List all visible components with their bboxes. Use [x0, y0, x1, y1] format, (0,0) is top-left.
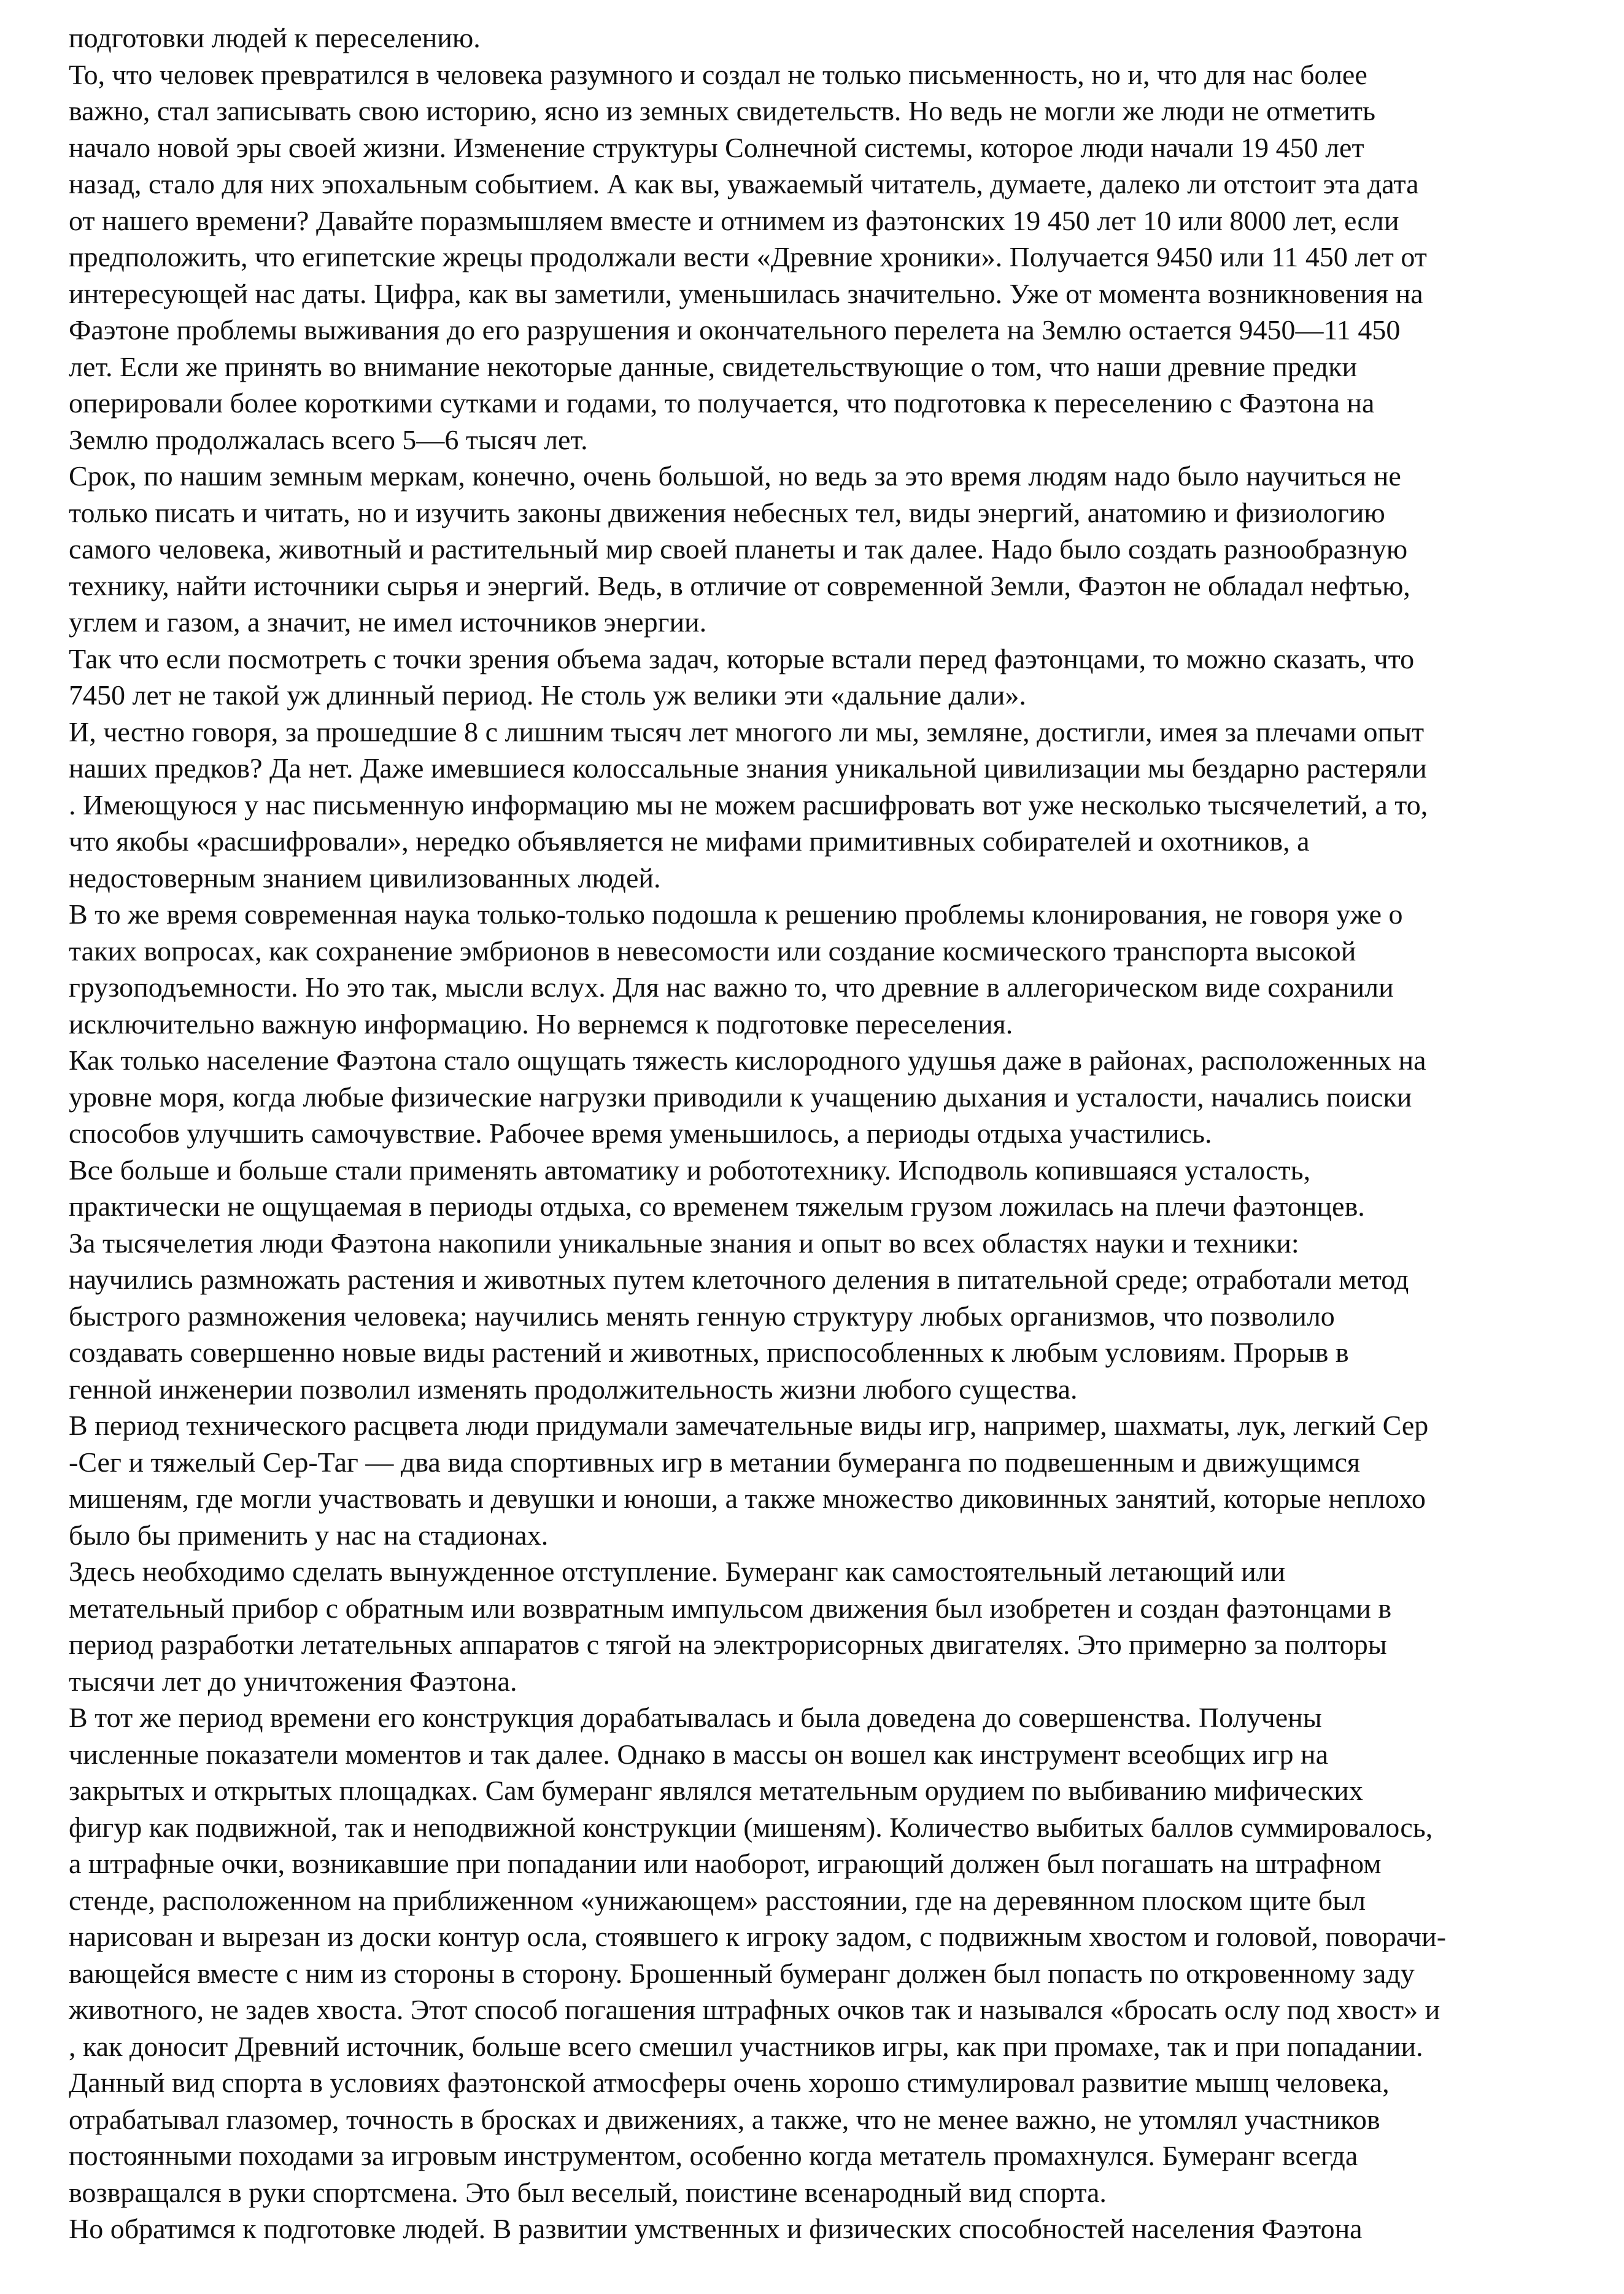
paragraph — [69, 641, 1591, 714]
text-line: научились размножать растения и животных путем клеточного деления в питательной среде; отработали метод — [69, 1264, 1409, 1295]
text-line: важно, стал записывать свою историю, ясно из земных свидетельств. Но ведь не могли же люди не отметить — [69, 95, 1375, 126]
text-line: самого человека, животный и растительный мир своей планеты и так далее. Надо было создать разнообразную — [69, 533, 1408, 565]
paragraph — [69, 1152, 1591, 1225]
paragraph — [69, 896, 1591, 1042]
text-line: тысячи лет до уничтожения Фаэтона. — [69, 1665, 517, 1697]
text-line: наших предков? Да нет. Даже имевшиеся колоссальные знания уникальной цивилизации мы бездарно растеряли — [69, 752, 1427, 784]
text-line: углем и газом, а значит, не имел источников энергии. — [69, 606, 707, 638]
text-line: вающейся вместе с ним из стороны в сторону. Брошенный бумеранг должен был попасть по откровенному заду — [69, 1957, 1415, 1989]
text-line: генной инженерии позволил изменять продолжительность жизни любого существа. — [69, 1373, 1078, 1405]
text-line: возвращался в руки спортсмена. Это был веселый, поистине всенародный вид спорта. — [69, 2176, 1107, 2208]
text-line: период разработки летательных аппаратов с тягой на электрорисорных двигателях. Это примерно за полторы — [69, 1629, 1387, 1660]
text-line: технику, найти источники сырья и энергий. Ведь, в отличие от современной Земли, Фаэтон не обладал нефтью, — [69, 570, 1410, 601]
text-line: Данный вид спорта в условиях фаэтонской атмосферы очень хорошо стимулировал развитие мышц человека, — [69, 2067, 1390, 2098]
text-line: -Сег и тяжелый Сер-Таг — два вида спортивных игр в метании бумеранга по подвешенным и движущимся — [69, 1446, 1361, 1478]
text-line: недостоверным знанием цивилизованных людей. — [69, 862, 661, 894]
text-line: Так что если посмотреть с точки зрения объема задач, которые встали перед фаэтонцами, то можно сказать, что — [69, 643, 1415, 674]
paragraph — [69, 1553, 1591, 1699]
text-line: Но обратимся к подготовке людей. В развитии умственных и физических способностей населения Фаэтона — [69, 2213, 1363, 2244]
text-line: грузоподъемности. Но это так, мысли вслух. Для нас важно то, что древние в аллегорическом виде сохранили — [69, 971, 1394, 1003]
text-line: метательный прибор с обратным или возвратным импульсом движения был изобретен и создан фаэтонцами в — [69, 1592, 1392, 1624]
text-line: только писать и читать, но и изучить законы движения небесных тел, виды энергий, анатомию и физиологию — [69, 496, 1385, 528]
text-line: что якобы «расшифровали», нередко объявляется не мифами примитивных собирателей и охотников, а — [69, 825, 1310, 857]
text-line: Все больше и больше стали применять автоматику и робототехнику. Исподволь копившаяся усталость, — [69, 1154, 1311, 1186]
text-line: В тот же период времени его конструкция дорабатывалась и была доведена до совершенства. Получены — [69, 1702, 1322, 1733]
text-line: численные показатели моментов и так далее. Однако в массы он вошел как инструмент всеобщих игр на — [69, 1738, 1329, 1770]
text-line: исключительно важную информацию. Но вернемся к подготовке переселения. — [69, 1008, 1013, 1040]
text-line: начало новой эры своей жизни. Изменение структуры Солнечной системы, которое люди начали 19 450 лет — [69, 131, 1364, 163]
text-line: Как только население Фаэтона стало ощущать тяжесть кислородного удушья даже в районах, расположенных на — [69, 1045, 1426, 1076]
paragraph — [69, 1407, 1591, 1553]
text-line: лет. Если же принять во внимание некоторые данные, свидетельствующие о том, что наши древние предки — [69, 350, 1358, 382]
text-line: способов улучшить самочувствие. Рабочее время уменьшилось, а периоды отдыха участились. — [69, 1118, 1212, 1149]
text-line: нарисован и вырезан из доски контур осла, стоявшего к игроку задом, с подвижным хвостом и головой, поворачи- — [69, 1921, 1447, 1952]
text-line: закрытых и открытых площадках. Сам бумеранг являлся метательным орудием по выбиванию мифических — [69, 1775, 1363, 1806]
text-line: животного, не задев хвоста. Этот способ погашения штрафных очков так и назывался «бросать ослу под хвост» и — [69, 1994, 1440, 2025]
text-line: таких вопросах, как сохранение эмбрионов в невесомости или создание космического транспорта высокой — [69, 935, 1356, 967]
text-line: подготовки людей к переселению. — [69, 22, 481, 53]
paragraph — [69, 1042, 1591, 1152]
text-line: практически не ощущаемая в периоды отдыха, со временем тяжелым грузом ложилась на плечи фаэтонцев. — [69, 1191, 1365, 1222]
text-line: мишеням, где могли участвовать и девушки и юноши, а также множество диковинных занятий, которые неплохо — [69, 1483, 1426, 1514]
paragraph — [69, 20, 1591, 56]
paragraph — [69, 56, 1591, 458]
document-body — [69, 20, 1591, 2247]
text-line: Фаэтоне проблемы выживания до его разрушения и окончательного перелета на Землю остается 9450—11 450 — [69, 314, 1401, 346]
text-line: постоянными походами за игровым инструментом, особенно когда метатель промахнулся. Бумеранг всегда — [69, 2140, 1358, 2171]
paragraph — [69, 2211, 1591, 2247]
text-line: назад, стало для них эпохальным событием. А как вы, уважаемый читатель, думаете, далеко ли отстоит эта дата — [69, 168, 1419, 199]
text-line: от нашего времени? Давайте поразмышляем вместе и отнимем из фаэтонских 19 450 лет 10 или 8000 лет, если — [69, 204, 1399, 236]
text-line: стенде, расположенном на приближенном «унижающем» расстоянии, где на деревянном плоском щите был — [69, 1884, 1366, 1916]
text-line: То, что человек превратился в человека разумного и создал не только письменность, но и, что для нас более — [69, 58, 1367, 90]
text-line: фигур как подвижной, так и неподвижной конструкции (мишеням). Количество выбитых баллов суммировалось, — [69, 1811, 1433, 1843]
text-line: . Имеющуюся у нас письменную информацию мы не можем расшифровать вот уже несколько тысячелетий, а то, — [69, 789, 1428, 821]
paragraph — [69, 458, 1591, 641]
text-line: отрабатывал глазомер, точность в бросках и движениях, а также, что не менее важно, не утомлял участников — [69, 2103, 1380, 2135]
text-line: быстрого размножения человека; научились менять генную структуру любых организмов, что позволило — [69, 1300, 1335, 1332]
text-line: создавать совершенно новые виды растений и животных, приспособленных к любым условиям. Прорыв в — [69, 1337, 1349, 1368]
text-line: В период технического расцвета люди придумали замечательные виды игр, например, шахматы, лук, легкий Сер — [69, 1410, 1429, 1441]
text-line: предположить, что египетские жрецы продолжали вести «Древние хроники». Получается 9450 или 11 450 лет от — [69, 241, 1427, 272]
text-line: Землю продолжалась всего 5—6 тысяч лет. — [69, 423, 588, 455]
paragraph — [69, 714, 1591, 897]
text-line: В то же время современная наука только-только подошла к решению проблемы клонирования, не говоря уже о — [69, 898, 1403, 930]
paragraph — [69, 1699, 1591, 2211]
text-line: было бы применить у нас на стадионах. — [69, 1519, 549, 1551]
text-line: , как доносит Древний источник, больше всего смешил участников игры, как при промахе, так и при попадании. — [69, 2030, 1423, 2062]
text-line: Срок, по нашим земным меркам, конечно, очень большой, но ведь за это время людям надо было научиться не — [69, 460, 1401, 492]
text-line: оперировали более короткими сутками и годами, то получается, что подготовка к переселению с Фаэтона на — [69, 387, 1375, 419]
text-line: Здесь необходимо сделать вынужденное отступление. Бумеранг как самостоятельный летающий или — [69, 1556, 1286, 1587]
text-line: И, честно говоря, за прошедшие 8 с лишним тысяч лет многого ли мы, земляне, достигли, имея за плечами опыт — [69, 716, 1425, 747]
text-line: а штрафные очки, возникавшие при попадании или наоборот, играющий должен был погашать на штрафном — [69, 1848, 1382, 1879]
text-line: уровне моря, когда любые физические нагрузки приводили к учащению дыхания и усталости, начались поиски — [69, 1081, 1412, 1113]
paragraph — [69, 1225, 1591, 1408]
text-line: интересующей нас даты. Цифра, как вы заметили, уменьшилась значительно. Уже от момента возникновения на — [69, 277, 1423, 309]
text-line: 7450 лет не такой уж длинный период. Не столь уж велики эти «дальние дали». — [69, 679, 1026, 711]
text-line: За тысячелетия люди Фаэтона накопили уникальные знания и опыт во всех областях науки и техники: — [69, 1227, 1299, 1259]
